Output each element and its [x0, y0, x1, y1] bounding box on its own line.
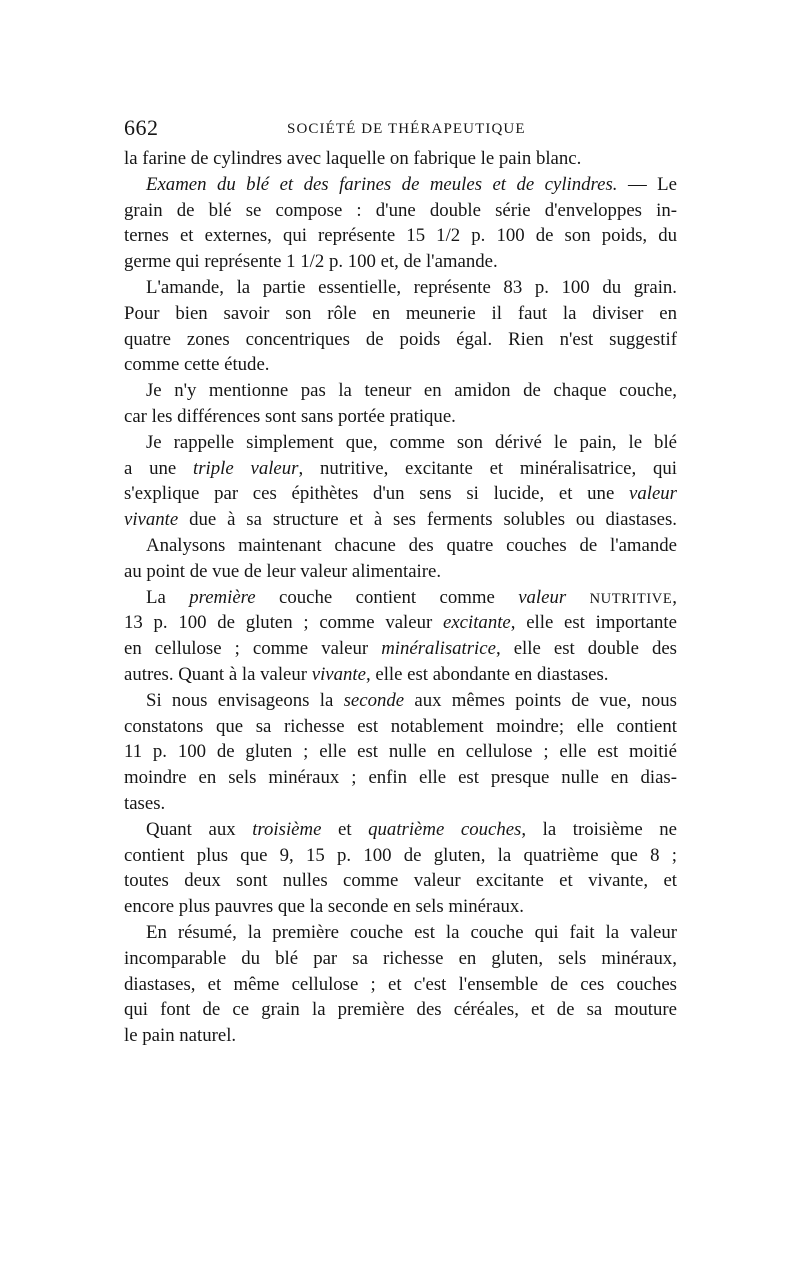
- text-line: incomparable du blé par sa richesse en gluten, sels minéraux,: [124, 947, 677, 969]
- text-line: autres. Quant à la valeur vivante, elle est abondante en diastases.: [124, 663, 609, 685]
- text-line: Analysons maintenant chacune des quatre couches de l'amande: [146, 534, 677, 556]
- text-line: diastases, et même cellulose ; et c'est l'ensemble de ces couches: [124, 973, 677, 995]
- running-title: SOCIÉTÉ DE THÉRAPEUTIQUE: [287, 121, 526, 137]
- text-line: Pour bien savoir son rôle en meunerie il faut la diviser en: [124, 302, 677, 324]
- text-line: 13 p. 100 de gluten ; comme valeur excitante, elle est importante: [124, 612, 677, 634]
- text-line: moindre en sels minéraux ; enfin elle est presque nulle en dias-: [124, 767, 677, 789]
- text-line: vivante due à sa structure et à ses ferments solubles ou diastases.: [124, 509, 677, 531]
- text-line: contient plus que 9, 15 p. 100 de gluten, la quatrième que 8 ;: [124, 844, 677, 866]
- text-line: grain de blé se compose : d'une double série d'enveloppes in-: [124, 199, 677, 221]
- text-line: constatons que sa richesse est notablement moindre; elle contient: [124, 715, 677, 737]
- text-line: La première couche contient comme valeur NUTRITIVE,: [146, 586, 677, 608]
- text-line: Si nous envisageons la seconde aux mêmes points de vue, nous: [146, 689, 677, 711]
- text-line: le pain naturel.: [124, 1025, 237, 1047]
- text-line: au point de vue de leur valeur alimentaire.: [124, 560, 442, 582]
- text-line: germe qui représente 1 1/2 p. 100 et, de l'amande.: [124, 251, 498, 273]
- text-line: qui font de ce grain la première des céréales, et de sa mouture: [124, 999, 677, 1021]
- text-line: en cellulose ; comme valeur minéralisatrice, elle est double des: [124, 638, 677, 660]
- text-line: toutes deux sont nulles comme valeur excitante et vivante, et: [124, 870, 677, 892]
- text-line: a une triple valeur, nutritive, excitante et minéralisatrice, qui: [124, 457, 677, 479]
- text-line: En résumé, la première couche est la couche qui fait la valeur: [146, 921, 677, 943]
- text-line: Examen du blé et des farines de meules et de cylindres. — Le: [146, 173, 677, 195]
- text-line: tases.: [124, 792, 166, 814]
- text-line: s'explique par ces épithètes d'un sens si lucide, et une valeur: [124, 483, 677, 505]
- text-line: la farine de cylindres avec laquelle on fabrique le pain blanc.: [124, 148, 582, 169]
- text-line: Quant aux troisième et quatrième couches, la troisième ne: [146, 818, 677, 840]
- text-line: encore plus pauvres que la seconde en sels minéraux.: [124, 896, 525, 918]
- text-line: car les différences sont sans portée pratique.: [124, 405, 456, 427]
- text-line: 11 p. 100 de gluten ; elle est nulle en cellulose ; elle est moitié: [124, 741, 677, 763]
- text-line: Je n'y mentionne pas la teneur en amidon de chaque couche,: [146, 380, 677, 402]
- page-number: 662: [124, 115, 159, 140]
- text-line: comme cette étude.: [124, 354, 270, 376]
- body-text: [124, 146, 677, 1049]
- text-line: Je rappelle simplement que, comme son dérivé le pain, le blé: [146, 431, 677, 453]
- text-line: quatre zones concentriques de poids égal. Rien n'est suggestif: [124, 328, 677, 350]
- page-header: [124, 115, 676, 145]
- text-line: L'amande, la partie essentielle, représente 83 p. 100 du grain.: [146, 276, 677, 298]
- text-line: ternes et externes, qui représente 15 1/2 p. 100 de son poids, du: [124, 225, 677, 247]
